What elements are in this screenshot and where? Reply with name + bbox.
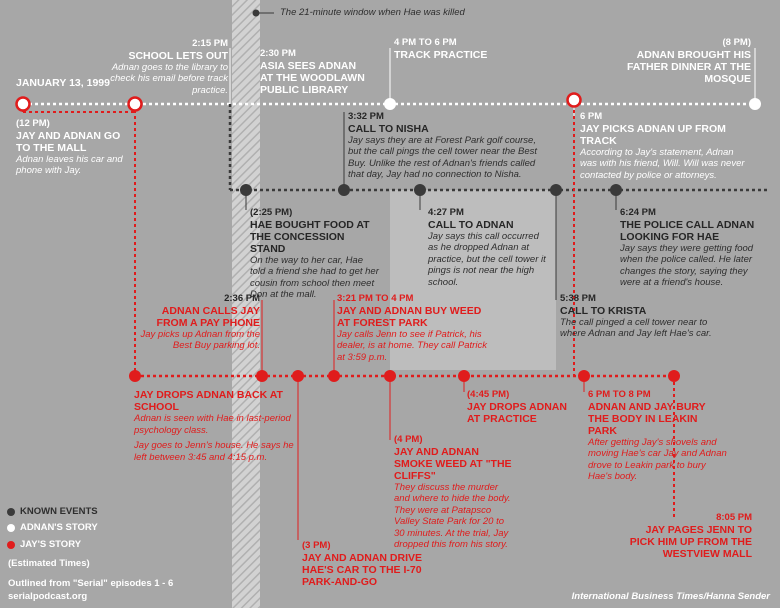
event-desc: Adnan leaves his car and phone with Jay. <box>16 153 123 176</box>
node-buy-weed <box>328 370 340 382</box>
event-desc: Adnan is seen with Hae in last-period psychology class. <box>134 413 291 436</box>
node-drop-practice <box>458 370 470 382</box>
event-desc: Jay goes to Jenn's house. He says he left between 3:45 and 4:15 p.m. <box>134 440 294 463</box>
node-call-adnan <box>414 184 426 196</box>
event-desc: Jay says they are at Forest Park golf course, but the call pings the cell tower near the Best Buy. Unlike the rest of Adnan's friends called that day, Jay had no connection to Nisha. <box>348 134 538 180</box>
event-police <box>620 207 770 289</box>
event-desc: According to Jay's statement, Adnan was with his friend, Will. Will was never contacted by police or attorneys. <box>580 146 745 181</box>
event-title: ADNAN BROUGHT HIS FATHER DINNER AT THE MOSQUE <box>626 48 751 85</box>
event-title: CALL TO KRISTA <box>560 304 647 317</box>
event-desc: Adnan goes to the library to check his email before track practice. <box>110 61 228 96</box>
event-title: JAY AND ADNAN SMOKE WEED AT "THE CLIFFS" <box>394 445 512 482</box>
legend-note: (Estimated Times) <box>8 558 90 569</box>
event-pickup <box>580 111 752 181</box>
event-title: JAY DROPS ADNAN AT PRACTICE <box>467 400 567 425</box>
node-mosque <box>749 98 761 110</box>
event-nisha <box>348 111 544 181</box>
node-pay-phone <box>256 370 268 382</box>
event-desc: The call pinged a cell tower near to where Adnan and Jay left Hae's car. <box>560 316 712 339</box>
node-police <box>610 184 622 196</box>
event-pages <box>624 512 752 560</box>
event-title: ASIA SEES ADNAN AT THE WOODLAWN PUBLIC LIBRARY <box>260 59 365 96</box>
node-cliffs <box>384 370 396 382</box>
event-noon <box>16 118 136 177</box>
event-title: SCHOOL LETS OUT <box>128 49 228 62</box>
legend-known: KNOWN EVENTS <box>20 506 98 517</box>
event-title: TRACK PRACTICE <box>394 48 488 61</box>
event-time: (3 PM) <box>302 540 331 551</box>
event-asia <box>260 48 370 96</box>
event-desc: They discuss the murder and where to hide the body. They were at Patapsco Valley State Park for 20 to 30 minutes. At the trial, Jay dropped this from his story. <box>394 481 511 550</box>
event-drop-school <box>134 389 294 463</box>
node-bury <box>578 370 590 382</box>
event-title: JAY AND ADNAN DRIVE HAE'S CAR TO THE I-70 PARK-AND-GO <box>302 551 422 588</box>
event-time: 2:30 PM <box>260 48 296 59</box>
event-time: 4 PM TO 6 PM <box>394 37 457 48</box>
footer-url: serialpodcast.org <box>8 591 88 602</box>
event-hae-food <box>250 207 380 301</box>
legend-adnan: ADNAN'S STORY <box>20 522 98 533</box>
event-title: CALL TO ADNAN <box>428 218 514 231</box>
event-time: 2:15 PM <box>192 38 228 49</box>
node-nisha <box>338 184 350 196</box>
event-time: 3:21 PM TO 4 PM <box>337 293 414 304</box>
event-time: (12 PM) <box>16 118 50 129</box>
event-krista <box>560 293 720 340</box>
event-bury <box>588 389 728 483</box>
event-title: JAY DROPS ADNAN BACK AT SCHOOL <box>134 389 283 413</box>
event-time: (8 PM) <box>722 37 751 48</box>
legend-adnan-dot <box>7 524 15 532</box>
event-time: 6 PM TO 8 PM <box>588 389 651 400</box>
event-desc: Jay calls Jenn to see if Patrick, his dealer, is at home. They call Patrick at 3:59 p.m. <box>337 328 487 363</box>
header-note: The 21-minute window when Hae was killed <box>280 7 465 18</box>
event-title: CALL TO NISHA <box>348 122 429 135</box>
node-drive <box>292 370 304 382</box>
event-mosque <box>624 37 751 85</box>
event-time: (4 PM) <box>394 434 423 445</box>
event-time: 8:05 PM <box>716 512 752 523</box>
event-buy-weed <box>337 293 487 363</box>
event-drive <box>302 540 422 588</box>
node-drop-school <box>129 370 141 382</box>
event-drop-practice <box>467 389 577 425</box>
event-time: (4:45 PM) <box>467 389 510 400</box>
event-title: ADNAN CALLS JAY FROM A PAY PHONE <box>156 304 260 329</box>
node-start <box>17 98 30 111</box>
legend-jay-dot <box>7 541 15 549</box>
event-desc: On the way to her car, Hae told a friend she had to get her cousin from school then meet Don at the mall. <box>250 254 379 300</box>
node-track <box>384 98 396 110</box>
event-title: JAY AND ADNAN GO TO THE MALL <box>16 129 121 154</box>
node-krista <box>550 184 562 196</box>
header-note-dot <box>253 10 260 17</box>
event-pay-phone <box>140 293 260 352</box>
event-title: JAY AND ADNAN BUY WEED AT FOREST PARK <box>337 304 482 329</box>
node-hae-food <box>240 184 252 196</box>
event-time: 6 PM <box>580 111 603 122</box>
footer-source: Outlined from "Serial" episodes 1 - 6 <box>8 578 174 589</box>
event-time: (2:25 PM) <box>250 207 293 218</box>
event-desc: After getting Jay's shovels and moving Hae's car Jay and Adnan drove to Leakin park to bury Hae's body. <box>588 436 727 482</box>
event-time: 2:36 PM <box>224 293 260 304</box>
event-school-out <box>110 38 228 96</box>
event-desc: Jay says this call occurred as he dropped Adnan at practice, but the cell tower it pings is not near the high school. <box>428 230 546 288</box>
event-title: THE POLICE CALL ADNAN LOOKING FOR HAE <box>620 218 755 243</box>
node-pages <box>668 370 680 382</box>
node-school-out <box>129 98 142 111</box>
event-time: 4:27 PM <box>428 207 464 218</box>
event-call-adnan <box>428 207 550 288</box>
event-track <box>394 37 514 61</box>
legend-jay: JAY'S STORY <box>20 539 82 550</box>
date-label: JANUARY 13, 1999 <box>16 77 110 89</box>
event-time: 5:38 PM <box>560 293 596 304</box>
event-time: 3:32 PM <box>348 111 384 122</box>
event-desc: Jay picks up Adnan from the Best Buy parking lot. <box>140 328 260 351</box>
event-cliffs <box>394 434 514 551</box>
event-title: ADNAN AND JAY BURY THE BODY IN LEAKIN PARK <box>588 400 706 437</box>
event-time: 6:24 PM <box>620 207 656 218</box>
event-title: HAE BOUGHT FOOD AT THE CONCESSION STAND <box>250 218 370 255</box>
legend-known-dot <box>7 508 15 516</box>
event-title: JAY PICKS ADNAN UP FROM TRACK <box>580 122 726 147</box>
footer-credit: International Business Times/Hanna Sender <box>571 591 770 602</box>
event-desc: Jay says they were getting food when the police called. He later changes the story, saying they were at a friend's house. <box>620 242 754 288</box>
event-title: JAY PAGES JENN TO PICK HIM UP FROM THE WESTVIEW MALL <box>629 523 752 560</box>
node-pickup <box>568 94 581 107</box>
